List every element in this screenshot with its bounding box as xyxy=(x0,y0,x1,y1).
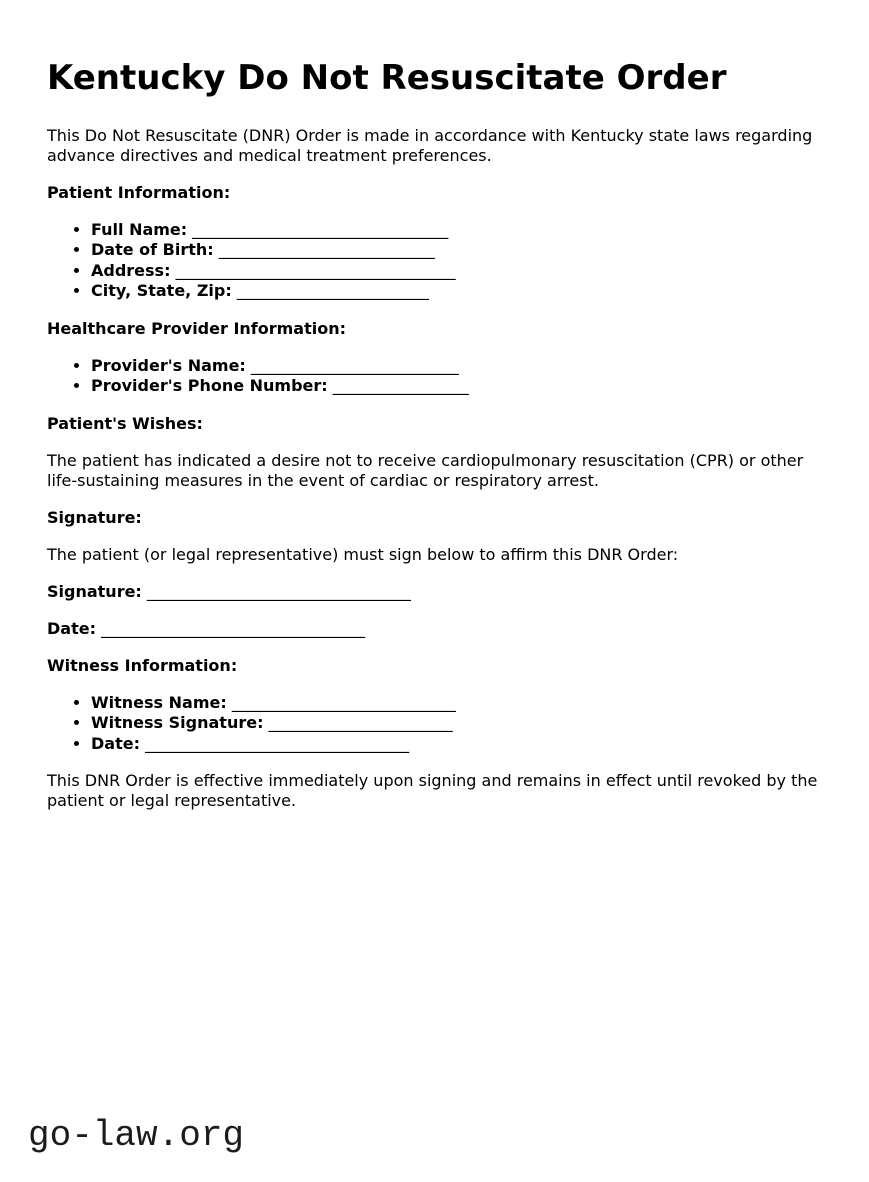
date-label: Date: xyxy=(47,618,96,638)
signature-label: Signature: xyxy=(47,581,142,601)
field-label: Witness Name: xyxy=(91,692,227,712)
document-page xyxy=(47,58,822,811)
field-label: City, State, Zip: xyxy=(91,281,232,301)
witness-info-list xyxy=(47,693,822,755)
field-provider-name xyxy=(91,356,822,377)
signature-blank-line: _________________________________ xyxy=(146,581,411,601)
signature-heading: Signature: xyxy=(47,507,142,527)
field-label: Full Name: xyxy=(91,219,188,239)
blank-line: ___________________________________ xyxy=(175,260,456,280)
date-line xyxy=(47,619,822,639)
provider-info-heading: Healthcare Provider Information: xyxy=(47,318,347,338)
blank-line: _________________________________ xyxy=(145,733,410,753)
field-date-of-birth xyxy=(91,240,822,261)
blank-line: ________________________ xyxy=(236,281,429,301)
effective-note: This DNR Order is effective immediately upon signing and remains in effect until revoked by the patient or legal representative. xyxy=(47,771,818,811)
blank-line: _______________________ xyxy=(268,713,453,733)
wishes-heading: Patient's Wishes: xyxy=(47,413,203,433)
field-witness-name xyxy=(91,693,822,714)
field-label: Date of Birth: xyxy=(91,240,214,260)
site-watermark: go-law.org xyxy=(28,1115,245,1156)
field-label: Provider's Name: xyxy=(91,355,246,375)
blank-line: _________________ xyxy=(332,376,469,396)
blank-line: __________________________ xyxy=(250,355,459,375)
provider-info-list xyxy=(47,356,822,397)
intro-paragraph: This Do Not Resuscitate (DNR) Order is made in accordance with Kentucky state laws regarding advance directives and medical treatment preferences. xyxy=(47,125,813,165)
field-full-name xyxy=(91,220,822,241)
field-label: Provider's Phone Number: xyxy=(91,376,328,396)
field-city-state-zip xyxy=(91,281,822,302)
field-provider-phone xyxy=(91,376,822,397)
signature-instruction: The patient (or legal representative) must sign below to affirm this DNR Order: xyxy=(47,544,679,564)
patient-info-list xyxy=(47,220,822,302)
witness-info-heading: Witness Information: xyxy=(47,655,238,675)
wishes-paragraph: The patient has indicated a desire not to receive cardiopulmonary resuscitation (CPR) or other life-sustaining measures in the event of cardiac or respiratory arrest. xyxy=(47,450,804,490)
page-title: Kentucky Do Not Resuscitate Order xyxy=(47,58,727,98)
field-witness-signature xyxy=(91,713,822,734)
blank-line: ____________________________ xyxy=(231,692,456,712)
field-label: Witness Signature: xyxy=(91,713,264,733)
field-address xyxy=(91,261,822,282)
blank-line: ________________________________ xyxy=(192,219,449,239)
field-label: Address: xyxy=(91,260,171,280)
date-blank-line: _________________________________ xyxy=(101,618,366,638)
field-label: Date: xyxy=(91,733,140,753)
field-witness-date xyxy=(91,734,822,755)
signature-line xyxy=(47,582,822,602)
patient-info-heading: Patient Information: xyxy=(47,182,231,202)
blank-line: ___________________________ xyxy=(218,240,435,260)
